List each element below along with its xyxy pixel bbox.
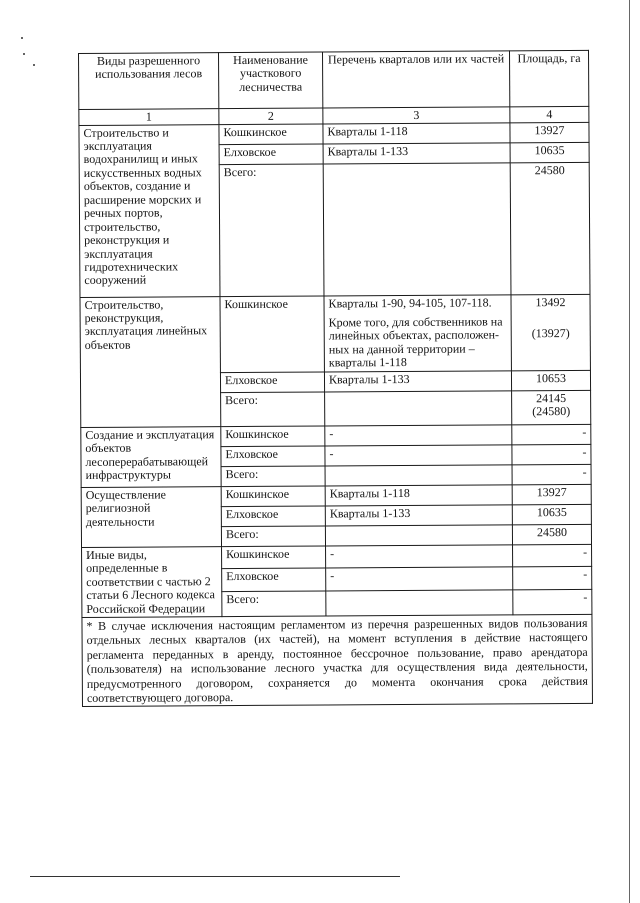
footnote-row <box>82 614 593 706</box>
forestry-cell: Кошкинское <box>219 124 323 145</box>
area-value: 13492 <box>535 294 566 309</box>
area-cell: - <box>512 464 591 484</box>
column-number: 3 <box>323 107 510 124</box>
area-cell: - <box>513 590 592 615</box>
table-row <box>80 294 590 373</box>
quarters-cell <box>325 391 512 426</box>
use-type-cell: Строительство и эксплуатация водохранилищ и иных искусственных водных объектов, создание и расширение морских и речных портов, строительство, реконструкция и эксплуатация гидротехнических сооружений <box>79 124 220 297</box>
forestry-cell: Кошкинское <box>222 546 326 569</box>
total-label-cell: Всего: <box>221 466 325 487</box>
area-cell: 10635 <box>512 504 591 524</box>
scan-speck <box>21 37 23 39</box>
column-number: 2 <box>219 108 323 124</box>
quarters-cell: Кварталы 1-133 <box>324 371 511 392</box>
forestry-cell: Елховское <box>222 568 326 591</box>
forest-use-table <box>78 50 593 707</box>
area-extra-value: (13927) <box>531 326 570 341</box>
table-header-row <box>79 50 589 109</box>
column-number: 1 <box>79 109 219 125</box>
use-type-cell: Иные виды, определенные в соответствии с частью 2 статьи 6 Лесного кодекса Российской Федерации <box>82 546 222 617</box>
total-label-cell: Всего: <box>222 591 326 616</box>
area-cell: 13927 <box>512 484 591 504</box>
column-number: 4 <box>510 106 589 122</box>
header-area: Площадь, га <box>509 50 588 106</box>
area-cell: 10653 <box>511 370 590 390</box>
area-cell <box>511 294 590 371</box>
quarters-cell: Кварталы 1-118 <box>325 485 512 506</box>
use-type-cell: Строительство, реконструкция, эксплуатация линейных объектов <box>80 296 221 427</box>
header-use-type: Виды разрешенного использования лесов <box>79 53 219 110</box>
scan-edge-line <box>629 0 630 903</box>
area-cell: - <box>513 544 592 567</box>
area-value: 24145 <box>536 390 567 405</box>
quarters-cell: - <box>325 445 512 466</box>
quarters-cell: Кварталы 1-133 <box>323 142 510 163</box>
total-label-cell: Всего: <box>221 526 325 547</box>
forestry-cell: Кошкинское <box>221 486 325 507</box>
quarters-cell <box>325 525 512 546</box>
quarters-cell: Кварталы 1-118 <box>323 122 510 143</box>
quarters-cell: - <box>325 425 512 446</box>
area-cell: - <box>513 567 592 590</box>
quarters-cell: - <box>326 567 513 591</box>
quarters-cell <box>324 294 511 371</box>
forestry-cell: Елховское <box>220 372 324 393</box>
table-row <box>82 544 592 570</box>
area-cell: 13927 <box>510 122 589 142</box>
quarters-cell <box>326 590 513 616</box>
total-label-cell: Всего: <box>221 392 325 427</box>
forestry-cell: Елховское <box>221 506 325 527</box>
bottom-rule <box>30 876 400 877</box>
footnote: * В случае исключения настоящим регламентом из перечня разрешенных видов пользования отдельных лесных кварталов (их частей), на момент вступления в действие настоящего регламента переданных в аренду, постоянное бессрочное пользование, право арендатора (пользователя) на использование лесного участка для осуществления вида деятельности, предусмотренного договором, сохраняется до момента окончания срока действия соответствующего договора. <box>82 614 593 706</box>
quarters-cell: Кварталы 1-133 <box>325 505 512 526</box>
quarters-cell <box>325 465 512 486</box>
area-cell <box>512 390 591 424</box>
quarters-cell <box>323 162 511 295</box>
quarters-text: Кварталы 1-90, 94-105, 107-118. <box>328 295 492 311</box>
area-cell: 10635 <box>510 142 589 162</box>
forestry-cell: Кошкинское <box>221 426 325 447</box>
header-forestry: Наименование участкового лесничества <box>219 52 323 109</box>
use-type-cell: Осуществление религиозной деятельности <box>81 486 221 547</box>
forestry-cell: Елховское <box>221 446 325 467</box>
quarters-extra-text: Кроме того, для собственников на линейных объектах, расположен-ных на данной территории – кварталы 1-118 <box>328 314 503 370</box>
total-label-cell: Всего: <box>219 164 324 297</box>
quarters-cell: - <box>326 545 513 569</box>
area-extra-value: (24580) <box>532 404 571 419</box>
scan-speck <box>23 53 25 55</box>
area-cell: - <box>512 424 591 444</box>
scan-speck <box>33 64 35 66</box>
area-cell: 24580 <box>512 524 591 544</box>
header-quarters: Перечень кварталов или их частей <box>322 51 509 108</box>
area-cell: - <box>512 444 591 464</box>
use-type-cell: Создание и эксплуатация объектов лесоперерабатывающей инфраструктуры <box>81 426 221 487</box>
forestry-cell: Кошкинское <box>220 296 324 373</box>
forestry-cell: Елховское <box>219 144 323 165</box>
area-cell: 24580 <box>510 162 590 294</box>
